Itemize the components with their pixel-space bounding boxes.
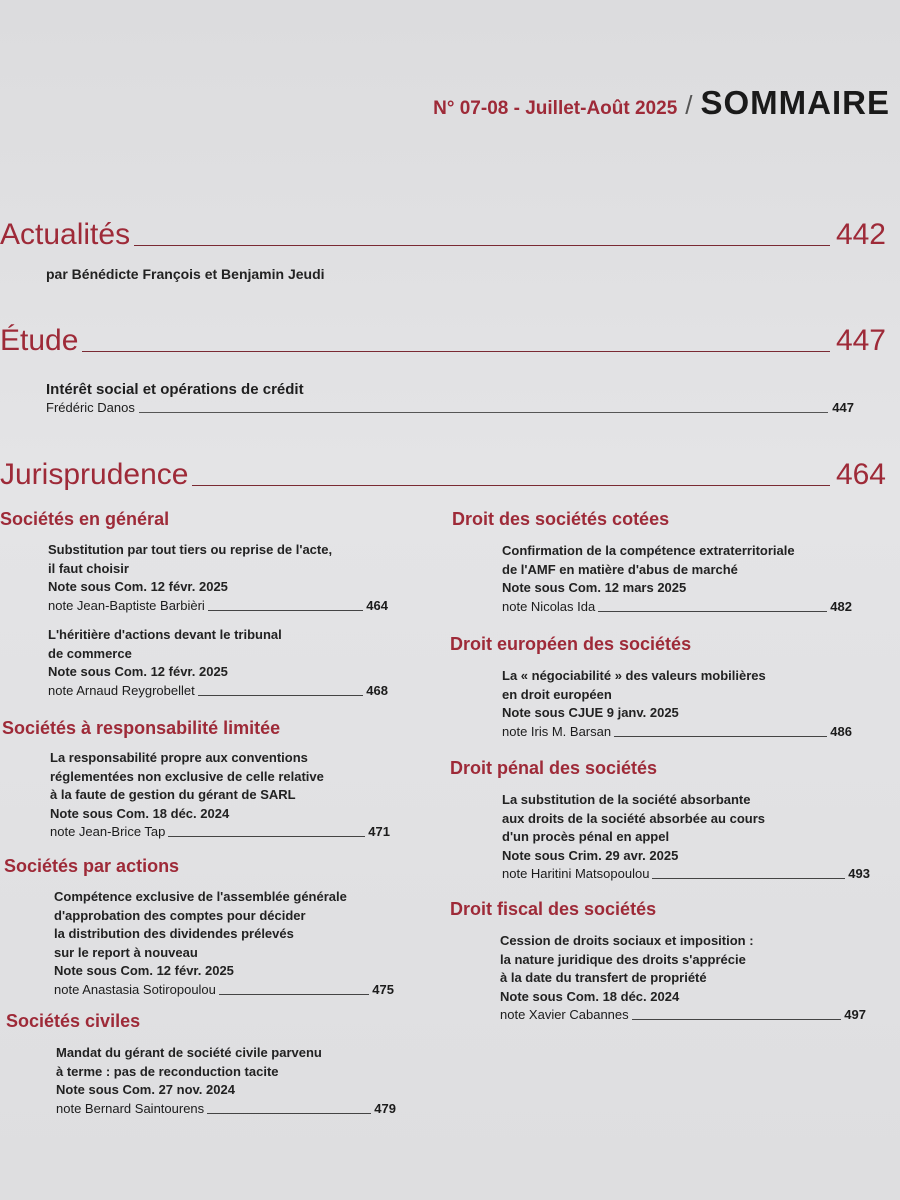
article-author-row xyxy=(54,981,394,999)
article-line: à terme : pas de reconduction tacite xyxy=(56,1063,279,1079)
article-line: La « négociabilité » des valeurs mobilières xyxy=(502,668,766,683)
entry-author: Frédéric Danos xyxy=(46,400,135,415)
article-entry xyxy=(500,932,866,1024)
article-line: La responsabilité propre aux conventions xyxy=(50,750,308,765)
article-line: d'un procès pénal en appel xyxy=(502,829,670,844)
dotted-leader xyxy=(598,611,827,612)
article-page: 486 xyxy=(830,723,852,739)
article-line: Compétence exclusive de l'assemblée générale xyxy=(54,889,347,904)
article-author-row xyxy=(50,823,390,841)
article-line: Note sous Com. 12 mars 2025 xyxy=(502,580,687,595)
section-title-etude: Étude xyxy=(0,324,79,357)
section-page-jurisprudence: 464 xyxy=(835,458,886,491)
article-page: 468 xyxy=(366,682,388,698)
entry-title: Intérêt social et opérations de crédit xyxy=(46,381,304,398)
article-line: Note sous Com. 27 nov. 2024 xyxy=(56,1082,235,1097)
section-title-jurisprudence: Jurisprudence xyxy=(0,458,189,491)
article-line: Note sous Com. 12 févr. 2025 xyxy=(54,963,234,978)
article-author: note Anastasia Sotiropoulou xyxy=(54,981,216,997)
subsection-title: Droit fiscal des sociétés xyxy=(450,899,657,919)
article-author: note Haritini Matsopoulou xyxy=(502,866,650,881)
actualites-byline: par Bénédicte François et Benjamin Jeudi xyxy=(46,266,325,282)
article-line: Mandat du gérant de société civile parvenu xyxy=(56,1045,322,1060)
article-line: Note sous Com. 12 févr. 2025 xyxy=(48,664,228,679)
article-author-row xyxy=(500,1006,866,1024)
section-page-etude: 447 xyxy=(835,324,886,357)
article-page: 482 xyxy=(830,598,852,614)
dotted-leader xyxy=(219,994,369,995)
dotted-leader xyxy=(652,878,845,879)
article-entry xyxy=(502,791,870,883)
dotted-leader xyxy=(198,695,364,696)
article-author-row xyxy=(502,723,852,741)
article-author-row xyxy=(48,682,388,700)
article-author-row xyxy=(48,597,388,615)
dotted-leader xyxy=(82,351,830,352)
article-author: note Iris M. Barsan xyxy=(502,723,612,739)
article-entry xyxy=(50,749,390,841)
article-line: Substitution par tout tiers ou reprise de l'acte, xyxy=(48,542,333,557)
article-entry xyxy=(48,541,388,615)
section-jurisprudence xyxy=(0,458,886,492)
article-line: Cession de droits sociaux et imposition : xyxy=(500,933,754,948)
article-entry xyxy=(502,542,852,616)
article-author-row xyxy=(502,865,870,883)
article-line: Note sous CJUE 9 janv. 2025 xyxy=(502,705,679,720)
article-line: L'héritière d'actions devant le tribunal xyxy=(48,627,282,642)
article-author: note Arnaud Reygrobellet xyxy=(48,682,195,698)
article-entry xyxy=(502,667,852,741)
article-line: de commerce xyxy=(48,645,132,661)
article-page: 475 xyxy=(372,981,394,997)
article-author: note Jean-Baptiste Barbièri xyxy=(48,597,205,613)
dotted-leader xyxy=(208,610,363,611)
article-entry xyxy=(56,1044,396,1118)
article-line: de l'AMF en matière d'abus de marché xyxy=(502,561,738,577)
issue-label: N° 07-08 - Juillet-Août 2025 xyxy=(433,98,678,119)
article-line: réglementées non exclusive de celle relative xyxy=(50,768,324,784)
article-line: la nature juridique des droits s'apprécie xyxy=(500,951,746,967)
article-page: 497 xyxy=(844,1007,866,1022)
section-page-actualites: 442 xyxy=(835,218,886,251)
article-line: Note sous Com. 12 févr. 2025 xyxy=(48,579,228,594)
article-line: sur le report à nouveau xyxy=(54,944,198,960)
dotted-leader xyxy=(614,736,827,737)
article-author-row xyxy=(56,1100,396,1118)
article-line: il faut choisir xyxy=(48,560,129,576)
article-line: Note sous Com. 18 déc. 2024 xyxy=(500,988,680,1004)
header-slash: / xyxy=(685,90,693,120)
article-page: 464 xyxy=(366,597,388,613)
dotted-leader xyxy=(168,836,365,837)
entry-page: 447 xyxy=(832,400,854,415)
article-page: 471 xyxy=(368,824,390,839)
page-title: SOMMAIRE xyxy=(700,84,890,121)
section-title-actualites: Actualités xyxy=(0,218,131,251)
dotted-leader xyxy=(192,485,830,486)
entry-author-row xyxy=(46,399,854,417)
subsection-title: Sociétés par actions xyxy=(4,856,180,876)
article-author: note Xavier Cabannes xyxy=(500,1007,629,1022)
section-etude xyxy=(0,324,886,358)
dotted-leader xyxy=(134,245,830,246)
article-entry xyxy=(54,888,394,999)
subsection-title: Sociétés civiles xyxy=(6,1011,141,1031)
article-author: note Nicolas Ida xyxy=(502,598,596,614)
masthead xyxy=(433,84,890,122)
article-line: Confirmation de la compétence extraterritoriale xyxy=(502,543,795,558)
dotted-leader xyxy=(632,1019,842,1020)
article-line: à la date du transfert de propriété xyxy=(500,970,707,985)
article-author: note Jean-Brice Tap xyxy=(50,824,166,839)
article-line: la distribution des dividendes prélevés xyxy=(54,926,294,941)
article-page: 493 xyxy=(848,866,870,881)
etude-entry xyxy=(46,381,854,417)
article-line: La substitution de la société absorbante xyxy=(502,792,751,807)
article-line: en droit européen xyxy=(502,686,612,702)
article-line: à la faute de gestion du gérant de SARL xyxy=(50,787,296,802)
article-author-row xyxy=(502,598,852,616)
article-line: Note sous Crim. 29 avr. 2025 xyxy=(502,847,679,863)
subsection-title: Droit pénal des sociétés xyxy=(450,758,658,778)
section-actualites xyxy=(0,218,886,252)
dotted-leader xyxy=(207,1113,371,1114)
subsection-title: Droit des sociétés cotées xyxy=(452,509,670,529)
subsection-title: Droit européen des sociétés xyxy=(450,634,692,654)
article-line: d'approbation des comptes pour décider xyxy=(54,907,306,923)
article-author: note Bernard Saintourens xyxy=(56,1100,205,1116)
article-page: 479 xyxy=(374,1100,396,1116)
subsection-title: Sociétés en général xyxy=(0,509,170,529)
article-line: aux droits de la société absorbée au cours xyxy=(502,810,765,826)
article-line: Note sous Com. 18 déc. 2024 xyxy=(50,805,230,821)
article-entry xyxy=(48,626,388,700)
dotted-leader xyxy=(139,412,828,413)
subsection-title: Sociétés à responsabilité limitée xyxy=(2,718,281,738)
